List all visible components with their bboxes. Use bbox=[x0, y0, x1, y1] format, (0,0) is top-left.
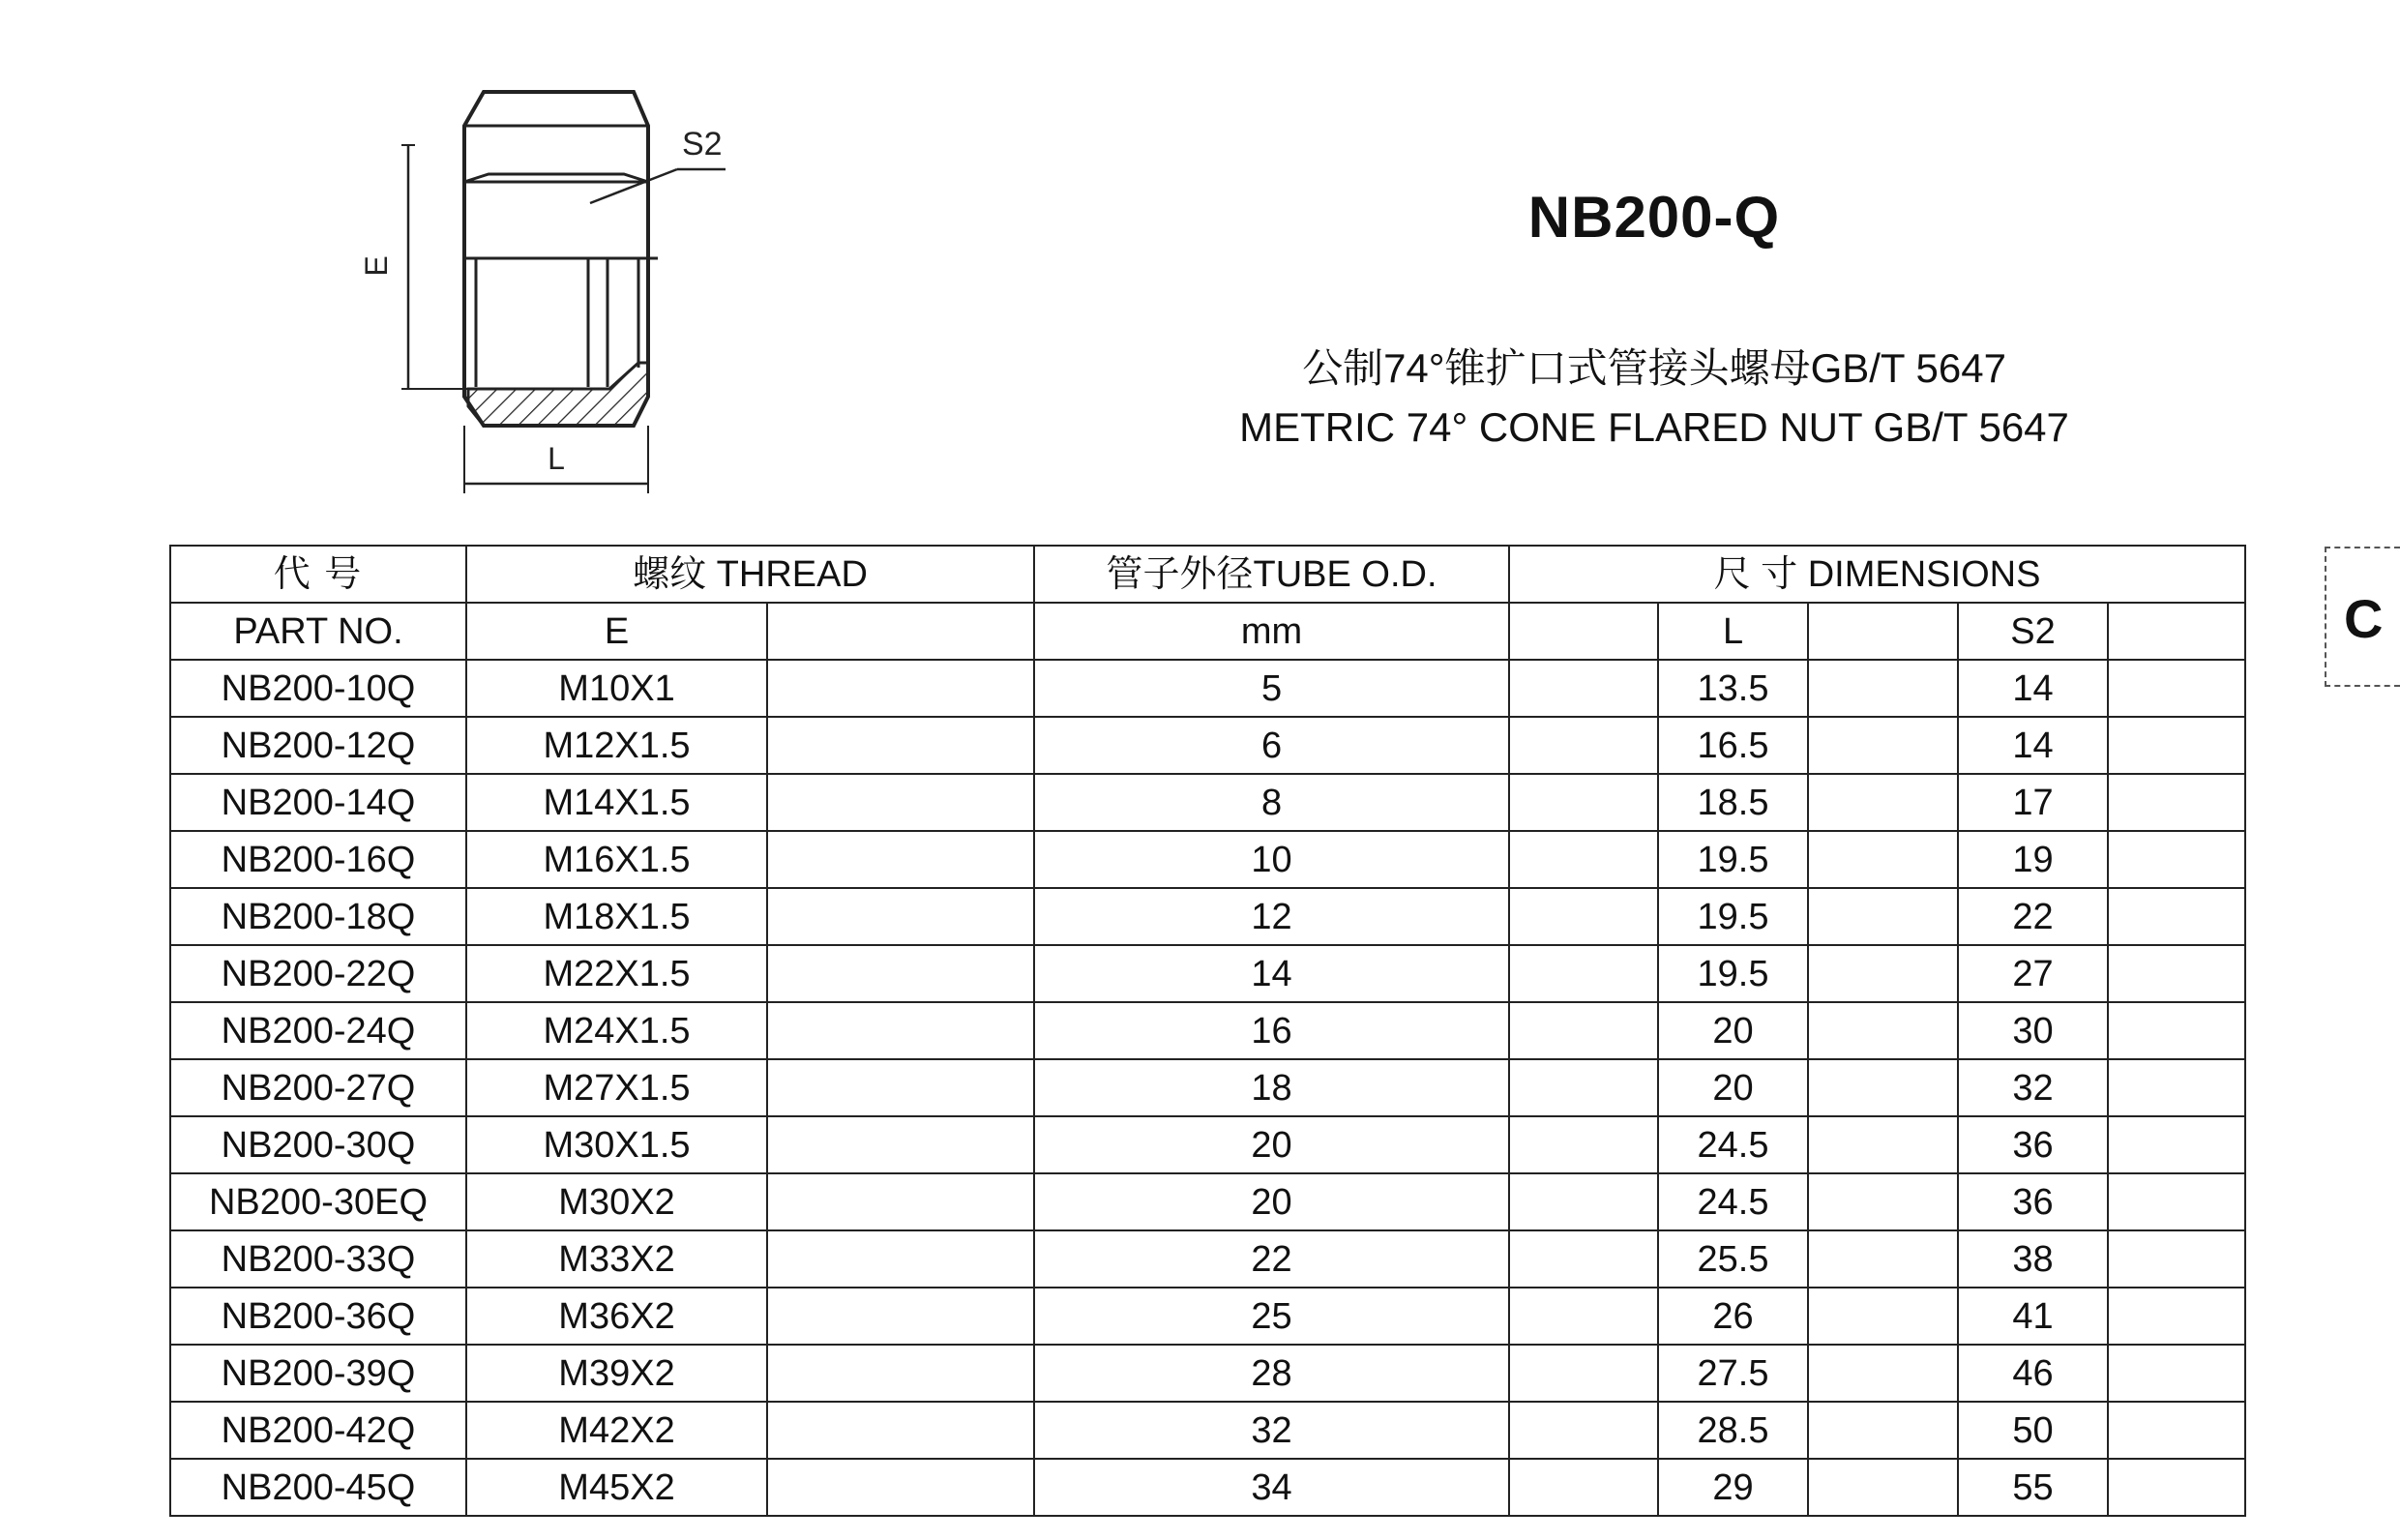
cell-blank bbox=[1509, 1173, 1658, 1230]
cell-tube: 6 bbox=[1034, 717, 1509, 774]
table-row bbox=[170, 1288, 2245, 1345]
cell-blank bbox=[1509, 1002, 1658, 1059]
header-blank bbox=[767, 603, 1034, 660]
header-blank bbox=[1808, 603, 1958, 660]
cell-blank bbox=[1509, 1402, 1658, 1459]
cell-thread: M22X1.5 bbox=[466, 945, 767, 1002]
cell-s2: 14 bbox=[1958, 717, 2108, 774]
cell-thread: M12X1.5 bbox=[466, 717, 767, 774]
cell-blank bbox=[1509, 831, 1658, 888]
cell-tube: 16 bbox=[1034, 1002, 1509, 1059]
header-blank bbox=[1509, 603, 1658, 660]
cell-s2: 19 bbox=[1958, 831, 2108, 888]
cell-part: NB200-33Q bbox=[170, 1230, 466, 1288]
table-row bbox=[170, 1002, 2245, 1059]
drawing-label-s2: S2 bbox=[682, 126, 723, 163]
cell-l: 13.5 bbox=[1658, 660, 1808, 717]
cell-l: 19.5 bbox=[1658, 831, 1808, 888]
header-thread: 螺纹 THREAD bbox=[466, 546, 1034, 603]
cell-blank bbox=[1808, 1345, 1958, 1402]
cell-s2: 22 bbox=[1958, 888, 2108, 945]
cell-l: 25.5 bbox=[1658, 1230, 1808, 1288]
header-mm: mm bbox=[1034, 603, 1509, 660]
cell-tube: 20 bbox=[1034, 1173, 1509, 1230]
cell-s2: 30 bbox=[1958, 1002, 2108, 1059]
cell-blank bbox=[767, 1059, 1034, 1116]
cell-blank bbox=[767, 888, 1034, 945]
cell-blank bbox=[2108, 1230, 2245, 1288]
table-row bbox=[170, 1402, 2245, 1459]
cell-s2: 17 bbox=[1958, 774, 2108, 831]
cell-blank bbox=[1808, 1002, 1958, 1059]
cell-l: 26 bbox=[1658, 1288, 1808, 1345]
cell-blank bbox=[1808, 774, 1958, 831]
cell-l: 28.5 bbox=[1658, 1402, 1808, 1459]
cell-thread: M42X2 bbox=[466, 1402, 767, 1459]
cell-part: NB200-24Q bbox=[170, 1002, 466, 1059]
cell-s2: 38 bbox=[1958, 1230, 2108, 1288]
drawing-label-l: L bbox=[548, 441, 565, 476]
cell-tube: 32 bbox=[1034, 1402, 1509, 1459]
cell-blank bbox=[1808, 831, 1958, 888]
cell-tube: 34 bbox=[1034, 1459, 1509, 1516]
cell-part: NB200-36Q bbox=[170, 1288, 466, 1345]
table-row bbox=[170, 774, 2245, 831]
cell-thread: M30X1.5 bbox=[466, 1116, 767, 1173]
cell-s2: 55 bbox=[1958, 1459, 2108, 1516]
cell-part: NB200-42Q bbox=[170, 1402, 466, 1459]
cell-s2: 32 bbox=[1958, 1059, 2108, 1116]
table-row bbox=[170, 1345, 2245, 1402]
cell-l: 20 bbox=[1658, 1002, 1808, 1059]
cell-tube: 18 bbox=[1034, 1059, 1509, 1116]
subtitle-chinese: 公制74°锥扩口式管接头螺母GB/T 5647 bbox=[1302, 345, 2006, 391]
cell-blank bbox=[767, 1345, 1034, 1402]
cell-part: NB200-39Q bbox=[170, 1345, 466, 1402]
cell-blank bbox=[767, 1230, 1034, 1288]
table-row bbox=[170, 1116, 2245, 1173]
cell-part: NB200-14Q bbox=[170, 774, 466, 831]
cell-l: 24.5 bbox=[1658, 1173, 1808, 1230]
section-tab-letter: C bbox=[2344, 588, 2384, 649]
cell-l: 27.5 bbox=[1658, 1345, 1808, 1402]
cell-part: NB200-16Q bbox=[170, 831, 466, 888]
table-row bbox=[170, 1173, 2245, 1230]
cell-tube: 20 bbox=[1034, 1116, 1509, 1173]
cell-part: NB200-45Q bbox=[170, 1459, 466, 1516]
table-row bbox=[170, 1459, 2245, 1516]
cell-part: NB200-27Q bbox=[170, 1059, 466, 1116]
cell-blank bbox=[1509, 888, 1658, 945]
header-row-1 bbox=[170, 546, 2245, 603]
cell-blank bbox=[1808, 1288, 1958, 1345]
cell-blank bbox=[1509, 1059, 1658, 1116]
cell-blank bbox=[1509, 1459, 1658, 1516]
cell-thread: M33X2 bbox=[466, 1230, 767, 1288]
cell-tube: 12 bbox=[1034, 888, 1509, 945]
cell-tube: 28 bbox=[1034, 1345, 1509, 1402]
cell-blank bbox=[1509, 774, 1658, 831]
cell-thread: M30X2 bbox=[466, 1173, 767, 1230]
cell-thread: M36X2 bbox=[466, 1288, 767, 1345]
cell-l: 19.5 bbox=[1658, 945, 1808, 1002]
table-row bbox=[170, 660, 2245, 717]
cell-blank bbox=[767, 1288, 1034, 1345]
cell-blank bbox=[767, 1002, 1034, 1059]
cell-tube: 14 bbox=[1034, 945, 1509, 1002]
cell-blank bbox=[2108, 660, 2245, 717]
cell-blank bbox=[2108, 1002, 2245, 1059]
cell-s2: 36 bbox=[1958, 1116, 2108, 1173]
cell-s2: 14 bbox=[1958, 660, 2108, 717]
drawing-label-e: E bbox=[359, 255, 394, 277]
table-row bbox=[170, 1230, 2245, 1288]
header-l: L bbox=[1658, 603, 1808, 660]
cell-part: NB200-22Q bbox=[170, 945, 466, 1002]
header-s2: S2 bbox=[1958, 603, 2108, 660]
table-row bbox=[170, 831, 2245, 888]
cell-s2: 36 bbox=[1958, 1173, 2108, 1230]
cell-l: 24.5 bbox=[1658, 1116, 1808, 1173]
cell-thread: M39X2 bbox=[466, 1345, 767, 1402]
cell-s2: 46 bbox=[1958, 1345, 2108, 1402]
cell-part: NB200-30EQ bbox=[170, 1173, 466, 1230]
header-part-cn: 代 号 bbox=[170, 546, 466, 603]
header-blank bbox=[2108, 603, 2245, 660]
cell-blank bbox=[1509, 660, 1658, 717]
cell-s2: 27 bbox=[1958, 945, 2108, 1002]
cell-part: NB200-10Q bbox=[170, 660, 466, 717]
cell-blank bbox=[2108, 888, 2245, 945]
page-title: NB200-Q bbox=[1527, 185, 1781, 250]
cell-blank bbox=[767, 1402, 1034, 1459]
cell-tube: 8 bbox=[1034, 774, 1509, 831]
cell-blank bbox=[767, 717, 1034, 774]
header-dimensions: 尺 寸 DIMENSIONS bbox=[1509, 546, 2245, 603]
cell-blank bbox=[2108, 1459, 2245, 1516]
cell-blank bbox=[1509, 717, 1658, 774]
cell-blank bbox=[767, 1173, 1034, 1230]
spec-table bbox=[169, 545, 2246, 1517]
header-tube: 管子外径TUBE O.D. bbox=[1034, 546, 1509, 603]
cell-thread: M16X1.5 bbox=[466, 831, 767, 888]
cell-thread: M18X1.5 bbox=[466, 888, 767, 945]
cell-part: NB200-18Q bbox=[170, 888, 466, 945]
cell-blank bbox=[1808, 1059, 1958, 1116]
cell-blank bbox=[2108, 1116, 2245, 1173]
cell-blank bbox=[1808, 1230, 1958, 1288]
cell-l: 19.5 bbox=[1658, 888, 1808, 945]
header-part-en: PART NO. bbox=[170, 603, 466, 660]
cell-thread: M24X1.5 bbox=[466, 1002, 767, 1059]
cell-blank bbox=[1509, 1345, 1658, 1402]
cell-thread: M45X2 bbox=[466, 1459, 767, 1516]
cell-blank bbox=[1808, 1173, 1958, 1230]
cell-blank bbox=[2108, 831, 2245, 888]
nut-drawing bbox=[348, 77, 755, 503]
cell-blank bbox=[767, 945, 1034, 1002]
cell-blank bbox=[1808, 945, 1958, 1002]
header-row-2 bbox=[170, 603, 2245, 660]
cell-blank bbox=[1808, 1402, 1958, 1459]
cell-blank bbox=[2108, 1288, 2245, 1345]
cell-part: NB200-12Q bbox=[170, 717, 466, 774]
cell-l: 29 bbox=[1658, 1459, 1808, 1516]
table-row bbox=[170, 945, 2245, 1002]
cell-blank bbox=[1509, 1288, 1658, 1345]
cell-blank bbox=[1808, 717, 1958, 774]
cell-tube: 10 bbox=[1034, 831, 1509, 888]
cell-l: 20 bbox=[1658, 1059, 1808, 1116]
subtitle-english: METRIC 74° CONE FLARED NUT GB/T 5647 bbox=[1239, 404, 2069, 450]
cell-tube: 25 bbox=[1034, 1288, 1509, 1345]
cell-blank bbox=[2108, 717, 2245, 774]
table-row bbox=[170, 1059, 2245, 1116]
cell-s2: 50 bbox=[1958, 1402, 2108, 1459]
cell-blank bbox=[2108, 945, 2245, 1002]
cell-blank bbox=[1509, 945, 1658, 1002]
cell-l: 16.5 bbox=[1658, 717, 1808, 774]
cell-blank bbox=[2108, 1345, 2245, 1402]
cell-s2: 41 bbox=[1958, 1288, 2108, 1345]
cell-blank bbox=[1808, 888, 1958, 945]
cell-blank bbox=[2108, 1402, 2245, 1459]
cell-blank bbox=[767, 831, 1034, 888]
cell-thread: M14X1.5 bbox=[466, 774, 767, 831]
cell-blank bbox=[2108, 1059, 2245, 1116]
cell-blank bbox=[2108, 774, 2245, 831]
cell-l: 18.5 bbox=[1658, 774, 1808, 831]
header-e: E bbox=[466, 603, 767, 660]
table-row bbox=[170, 888, 2245, 945]
section-tab bbox=[2325, 547, 2400, 687]
cell-blank bbox=[1808, 660, 1958, 717]
cell-blank bbox=[767, 774, 1034, 831]
cell-blank bbox=[1808, 1459, 1958, 1516]
cell-blank bbox=[767, 660, 1034, 717]
table-row bbox=[170, 717, 2245, 774]
cell-tube: 5 bbox=[1034, 660, 1509, 717]
cell-thread: M10X1 bbox=[466, 660, 767, 717]
cell-blank bbox=[1509, 1116, 1658, 1173]
cell-part: NB200-30Q bbox=[170, 1116, 466, 1173]
cell-blank bbox=[1509, 1230, 1658, 1288]
cell-blank bbox=[2108, 1173, 2245, 1230]
cell-blank bbox=[767, 1116, 1034, 1173]
cell-blank bbox=[1808, 1116, 1958, 1173]
cell-blank bbox=[767, 1459, 1034, 1516]
cell-tube: 22 bbox=[1034, 1230, 1509, 1288]
cell-thread: M27X1.5 bbox=[466, 1059, 767, 1116]
